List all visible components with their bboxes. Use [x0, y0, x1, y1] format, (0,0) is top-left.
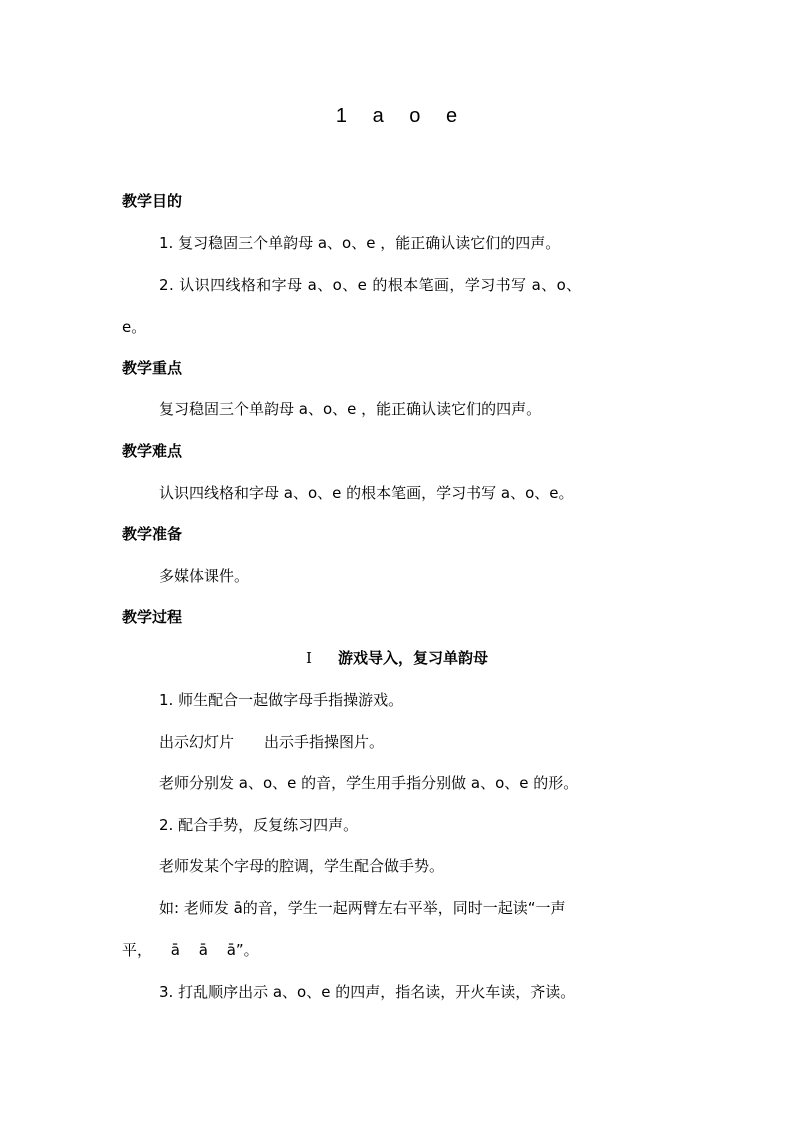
process-step-3: 3. 打乱顺序出示 a、o、e 的四声，指名读，开火车读，齐读。	[159, 983, 576, 1001]
difficulty-text: 认识四线格和字母 a、o、e 的根本笔画，学习书写 a、o、e。	[159, 484, 574, 502]
teacher-instruction-1: 老师分别发 a、o、e 的音，学生用手指分别做 a、o、e 的形。	[159, 774, 579, 792]
part-title: 游戏导入，复习单韵母	[337, 649, 488, 667]
goal-heading: 教学目的	[122, 192, 183, 210]
process-step-2: 2. 配合手势，反复练习四声。	[159, 816, 359, 834]
slide-line	[159, 732, 384, 752]
example-line-1: 如: 老师发 ā的音，学生一起两臂左右平举，同时一起读“一声	[159, 899, 566, 917]
page-title: 1 a o e	[335, 105, 459, 127]
difficulty-heading: 教学难点	[122, 442, 183, 460]
prep-heading: 教学准备	[122, 525, 183, 543]
slide-desc: 出示手指操图片。	[264, 733, 385, 751]
goal-item-2-line-1: 2. 认识四线格和字母 a、o、e 的根本笔画，学习书写 a、o、	[159, 276, 582, 294]
teacher-instruction-2: 老师发某个字母的腔调，学生配合做手势。	[159, 857, 445, 875]
slide-label: 出示幻灯片	[159, 733, 235, 751]
key-heading: 教学重点	[122, 359, 183, 377]
goal-item-1: 1. 复习稳固三个单韵母 a、o、e ，能正确认读它们的四声。	[159, 234, 561, 252]
part-number: Ⅰ	[306, 649, 312, 667]
process-step-1: 1. 师生配合一起做字母手指操游戏。	[159, 691, 404, 709]
prep-text: 多媒体课件。	[159, 567, 250, 585]
part-heading	[0, 648, 794, 668]
example-line-2: 平， ā ā ā”。	[122, 941, 259, 959]
goal-item-2-line-2: e。	[122, 318, 147, 336]
key-text: 复习稳固三个单韵母 a、o、e ，能正确认读它们的四声。	[159, 400, 542, 418]
process-heading: 教学过程	[122, 608, 183, 626]
